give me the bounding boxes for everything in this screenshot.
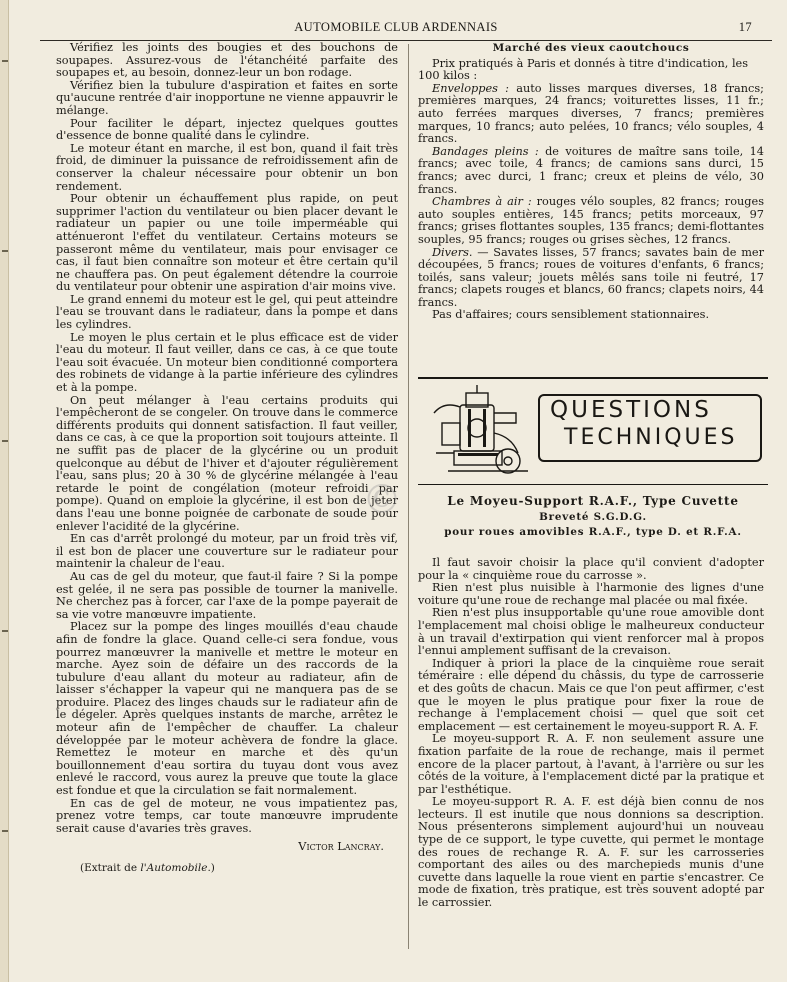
item-text: de voitures de maître sans toile, 14 francs; avec toile, 4 francs; de camions sans durci, 15 francs; avec durci, 1 franc; creux et pleins de vélo, 30 francs. [418,144,764,196]
paragraph: Indiquer à priori la place de la cinquième roue serait téméraire : elle dépend du châssis, du type de carrosserie et des goûts de chacun. Mais ce que l'on peut affirmer, c'est que le moyen le plus pratique pour fixer la roue de rechange à l'emplacement choisi — quel que soit cet emplacement — est certainement le moyeu-support R. A. F. [418,656,764,733]
left-column [56,42,398,875]
rubber-market-section [418,42,764,322]
item-label: Divers. [432,245,473,259]
paragraph: On peut mélanger à l'eau certains produits qui l'empêcheront de se congeler. On trouve dans le commerce différents produits qui donnent satisfaction. Il faut veiller, dans ce cas, à ce que la proportion soit toujours atteinte. Il ne suffit pas de placer de la glycérine ou un produit quelconque au début de l'hiver et d'ajouter régulièrement l'eau, sans plus; 20 à 30 % de glycérine mélangée à l'eau retarde le point de congélation (moteur refroidi par pompe). Quand on emploie la glycérine, il est bon de jeter dans l'eau une bonne poignée de carbonate de soude pour enlever l'acidité de la glycérine. [56,393,398,533]
banner-title-line1: QUESTIONS [550,397,712,423]
paragraph: Il faut savoir choisir la place qu'il convient d'adopter pour la « cinquième roue du carrosse ». [418,556,764,582]
paragraph: Placez sur la pompe des linges mouillés d'eau chaude afin de fondre la glace. Quand celle-ci sera fondue, vous pourrez manœuvrer la manivelle et mettre le moteur en marche. Ayez soin de défaire un des raccords de la tubulure d'eau allant du moteur au radiateur, afin de laisser s'échapper la vapeur qui ne manquera pas de se produire. Placez des linges chauds sur le radiateur afin de le dégeler. Après quelques instants de marche, arrêtez le moteur afin de l'empêcher de chauffer. La chaleur développée par le moteur achèvera de fondre la glace. Remettez le moteur en marche et dès qu'un bouillonnement d'eau sortira du tuyau dont vous avez enlevé le raccord, vous aurez la preuve que toute la glace est fondue et que la circulation se fait normalement. [56,620,398,798]
banner-rule [418,484,768,485]
engine-illustration [428,383,546,483]
credit-suffix: .) [207,862,215,874]
page-number: 17 [738,20,752,34]
article-subtitle: Breveté S.G.D.G. [539,511,647,523]
article-body [418,557,764,910]
paragraph: En cas d'arrêt prolongé du moteur, par un froid très vif, il est bon de placer une couverture sur le radiateur pour maintenir la chaleur de l'eau. [56,532,398,571]
article-title: Le Moyeu-Support R.A.F., Type Cuvette [447,494,739,508]
item-text: auto lisses marques diverses, 18 francs; premières marques, 24 francs; voiturettes lisses, 11 fr.; auto ferrées marques diverses, 7 francs; premières marques, 10 francs; auto pelées, 10 francs; vélo souples, 4 francs. [418,81,764,146]
paragraph: Rien n'est plus nuisible à l'harmonie des lignes d'une voiture qu'une roue de rechange mal placée ou mal fixée. [418,581,764,607]
library-stamp: © [362,477,402,523]
market-item [418,196,764,246]
column-divider [408,44,409,949]
author-signature: Victor Lancray. [298,840,384,854]
paragraph: Le moyen le plus certain et le plus efficace est de vider l'eau du moteur. Il faut veiller, dans ce cas, à ce que toute l'eau soit évacuée. Un moteur bien conditionné comportera des robinets de vidange à la partie inférieure des cylindres et à la pompe. [56,330,398,395]
credit-source: l'Automobile [140,862,208,874]
paragraph: Le moyeu-support R. A. F. est déjà bien connu de nos lecteurs. Il est inutile que nous donnions sa description. Nous présenterons simplement aujourd'hui un nouveau type de ce support, le type cuvette, qui permet le montage des roues de rechange R. A. F. sur les carrosseries comportant des ailes ou des marchepieds munis d'une cuvette dans laquelle la roue vient en partie s'encastrer. Ce mode de fixation, très pratique, est très souvent adopté par le carrossier. [418,795,764,910]
item-label: Enveloppes : [432,81,509,95]
article-subtitle: pour roues amovibles R.A.F., type D. et R.F.A. [444,526,742,538]
paragraph: Le moyeu-support R. A. F. non seulement assure une fixation parfaite de la roue de rechange, mais il permet encore de la placer partout, à l'avant, à l'arrière ou sur les côtés de la voiture, à l'emplacement dicté par la pratique et par l'esthétique. [418,732,764,796]
banner-rule [418,377,768,379]
running-header [40,20,752,38]
paragraph: Pour faciliter le départ, injectez quelques gouttes d'essence de bonne qualité dans le cylindre. [56,116,398,143]
paragraph: Vérifiez les joints des bougies et des bouchons de soupapes. Assurez-vous de l'étanchéité parfaite des soupapes et, au besoin, donnez-leur un bon rodage. [56,41,398,80]
binding-edge [0,0,9,982]
paragraph: Vérifiez bien la tubulure d'aspiration et faites en sorte qu'aucune rentrée d'air inopportune ne vienne appauvrir le mélange. [56,78,398,117]
paragraph: Le grand ennemi du moteur est le gel, qui peut atteindre l'eau se trouvant dans le radiateur, dans la pompe et dans les cylindres. [56,292,398,332]
credit-prefix: (Extrait de [80,862,141,874]
paragraph: Rien n'est plus insupportable qu'une roue amovible dont l'emplacement mal choisi oblige le malheureux conducteur à un travail d'extirpation qui vient renforcer mal à propos l'ennui amplement suffisant de la crevaison. [418,606,764,658]
item-text: rouges vélo souples, 82 francs; rouges auto souples entières, 145 francs; petits morceaux, 97 francs; grises flottantes souples, 135 francs; demi-flottantes souples, 95 francs; rouges ou grises sèches, 12 francs. [418,195,765,246]
paragraph: En cas de gel de moteur, ne vous impatientez pas, prenez votre temps, car toute manœuvre imprudente serait cause d'avaries très graves. [56,796,398,835]
item-label: Bandages pleins : [432,144,539,158]
paragraph: Au cas de gel du moteur, que faut-il faire ? Si la pompe est gelée, il ne sera pas possible de tourner la manivelle. Ne cherchez pas à forcer, car l'axe de la pompe payerait de sa vie votre manœuvre impatiente. [56,569,398,621]
source-credit [56,862,398,875]
market-item [418,247,764,310]
item-label: Chambres à air : [432,195,532,209]
market-closing: Pas d'affaires; cours sensiblement stationnaires. [432,308,710,322]
item-text: — Savates lisses, 57 francs; savates bain de mer découpées, 5 francs; roues de voitures d'enfants, 6 francs; toilés, sans valeur; jouets mêlés sans toile ni feutré, 17 francs; clapets rouges et blancs, 60 francs; clapets noirs, 44 francs. [418,245,764,309]
market-intro: Prix pratiqués à Paris et donnés à titre d'indication, les 100 kilos : [418,56,749,83]
market-item [418,146,764,196]
banner-title-line2: TECHNIQUES [564,425,738,450]
questions-techniques-banner [418,377,768,491]
paragraph: Le moteur étant en marche, il est bon, quand il fait très froid, de diminuer la puissance de refroidissement afin de conserver la chaleur nécessaire pour obtenir un bon rendement. [56,141,398,193]
market-item [418,83,764,146]
paragraph: Pour obtenir un échauffement plus rapide, on peut supprimer l'action du ventilateur ou bien placer devant le radiateur un papier ou une toile imperméable qui atténueront l'effet du ventilateur. Certains moteurs se passeront même du ventilateur, mais pour envisager ce cas, il faut bien connaître son moteur et être certain qu'il ne chauffera pas. On peut également détendre la courroie du ventilateur pour obtenir une aspiration d'air moins vive. [56,192,398,294]
section-heading: Marché des vieux caoutchoucs [492,42,690,54]
journal-title: AUTOMOBILE CLUB ARDENNAIS [294,20,498,34]
